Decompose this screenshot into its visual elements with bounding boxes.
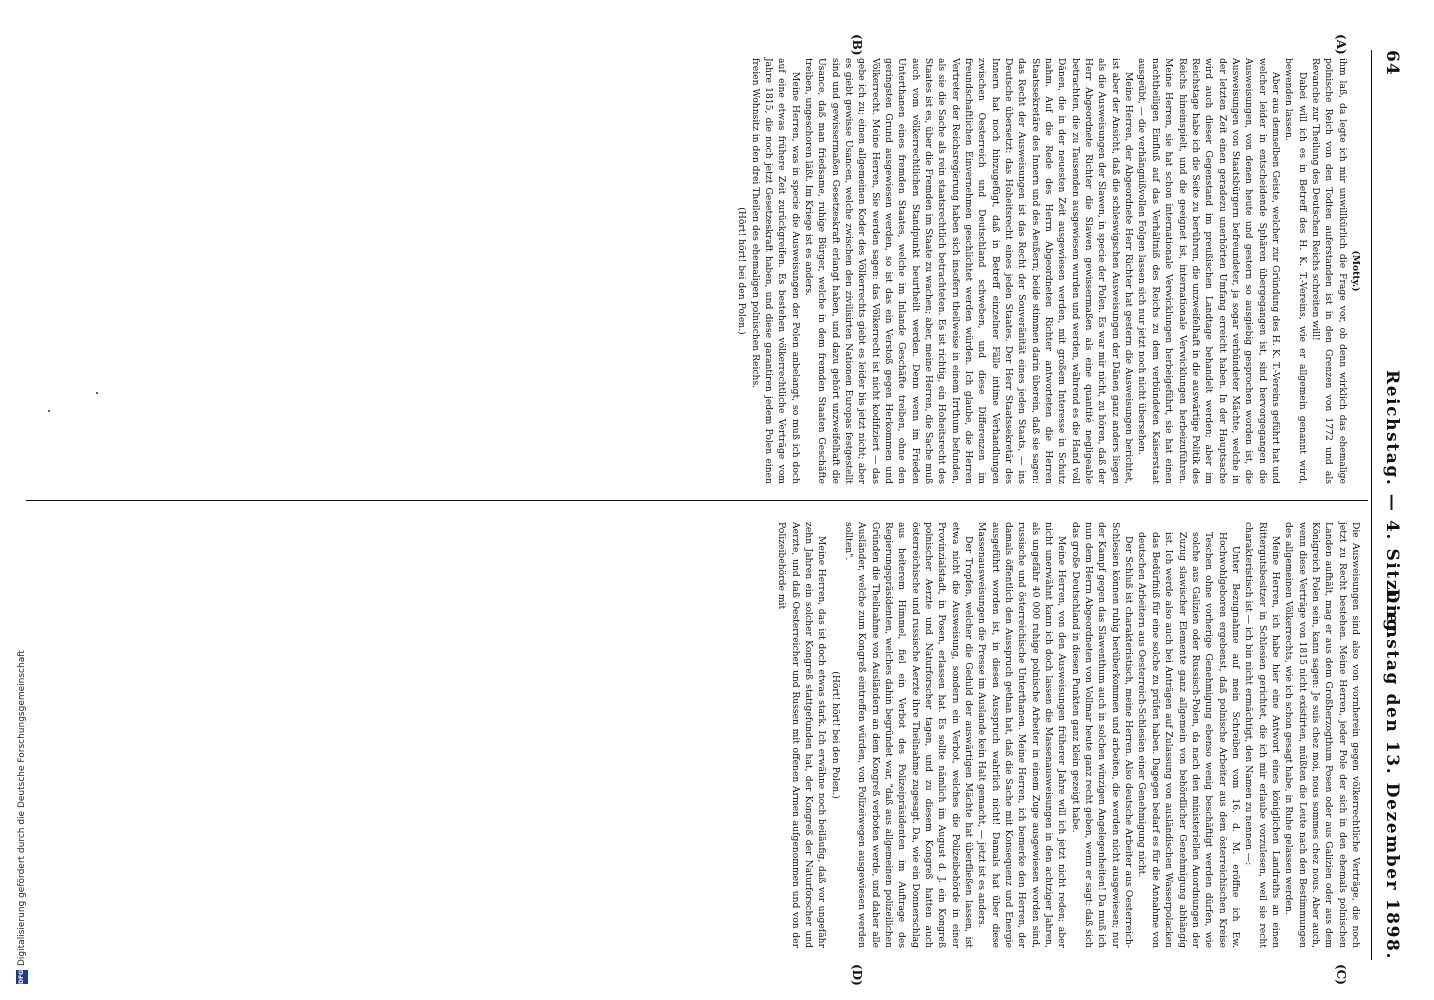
scan-speck [96,392,98,394]
paragraph: Meine Herren, das ist doch etwas stark. Ich erwähne noch beiläufig, daß vor ungefähr zehn Jahren ein solcher Kongreß stattgefunden hat, der Kongreß der Naturforscher und Aerzte, und daß Oesterreicher und Russen mit offenen Armen aufgenommen und von der Polizeibehörde mit [776,522,828,948]
session-date: Dienstag den 13. Dezember 1898. [1382,588,1402,960]
paragraph: Meine Herren, der Abgeordnete Herr Richter hat gestern die Ausweisungen berichtet, ist aber der Ansicht, daß die schleswigschen Ausweisungen der Dänen ganz anders liegen als die Ausweisungen der Slawen, in specie der Polen. Es war mir nicht, zu hören, daß der Herr Abgeordnete Richter die Slawen gewissermaßen als eine quantité negligeable betrachten, die zu Tausenden ausgewiesen wurden und werden, während es die Hand voll Dänen, die in der neuesten Zeit ausgewiesen werden, mit großem Interesse in Schutz nahm. Auf die Rede des Herrn Abgeordneten Richter antworteten die Herren Staatssekretäre des Innern und des Aeußern; beide stimmen darin überein, daß sie sagen: das Recht der Ausweisungen ist das Recht der Souveränität eines jeden Staats, — ins Deutsche übersetzt: das Hoheitsrecht eines jeden Staates. Der Herr Staatssekretär des Innern hat noch hinzugefügt, daß in Betreff einzelner Fälle intime Verhandlungen zwischen Oesterreich und Deutschland schweben, und diese Differenzen im freundschaftlichen Einvernehmen geschlichtet werden würden. Ich glaube, die Herren Vertreter der Reichsregierung haben sich insofern theilweise in einem Irrthum befunden, als sie die Sache als rein staatsrechtlich betrachteten. Es ist richtig, ein Hoheitsrecht des Staates ist es, über die Fremden im Staate zu wachen; aber, meine Herren, die Sache muß auch vom völkerrechtlichen Standpunkt beurtheilt werden. Denn wenn im Frieden Unterthanen eines fremden Staates, welche im Inlande Geschäfte treiben, ohne den geringsten Grund ausgewiesen werden, so ist das ein Verstoß gegen Herkommen und Völkerrecht. Meine Herren, Sie werden sagen: das Völkerrecht ist nicht kodifiziert — das gebe ich zu; einen allgemeinen Koder des Völkerrechts giebt es leider bis jetzt nicht; aber es giebt gewisse Usancen, welche zwischen den zivilisirten Nationen Europas festgestellt sind und gewissermaßen Gesetzeskraft erlangt haben, und dazu gehört unzweifelhaft die Usance, daß man friedsame, ruhige Bürger, welche in dem fremden Staaten Geschäfte treiben, ungeschoren läßt. Im Kriege ist es anders. [802,58,1135,484]
paragraph: ihm laß, da legte ich mir unwillkürlich die Frage vor, ob denn wirklich das ehemalige polnische Reich von den Todten auferstanden ist in den Grenzen von 1772 und als Revanche zur Theilung des Deutschen Reichs schreiten will! [1309,58,1348,484]
paragraph: Aber aus demselben Geiste, welcher zur Gründung des H. K. T.-Vereins geführt hat und welcher leider in entscheidende Sphären übergegangen ist, sind hervorgegangen die Ausweisungen, von denen heute und gestern so ausgiebig gesprochen worden ist, die Ausweisungen von Staatsbürgern befreundeter, ja sogar verbündeter Mächte, welche in der letzten Zeit einen geradezu unerhörten Umfang erreicht haben. In der Hauptsache wird auch dieser Gegenstand im preußischen Landtage behandelt werden; aber im Reichstage habe ich die Seite zu berühren, die unzweifelhaft in die auswärtige Politik des Reichs hineinspielt, und die geeignet ist, internationale Verwicklungen herbeizuführen. Meine Herren, sie hat schon internationale Verwicklungen herbeigeführt, sie hat einen nachtheiligen Einfluß auf das Verhältniß des Reichs zu dem verbündeten Kaiserstaat ausgeübt, — die verhängnißvollen Folgen lassen sich nur jetzt noch nicht übersehen. [1136,58,1281,484]
page-number: 64 [1382,50,1402,76]
page-title: Reichstag. — 4. Sitzung. [1382,369,1402,641]
paragraph: Der Schluß ist charakteristisch, meine Herren. Also deutsche Arbeiter aus Oesterreich-Schlesien können ruhig herüberkommen und arbeiten, die werden nicht ausgewiesen; nur der Kampf gegen das Slawenthum auch in solchen winzigen Angelegenheiten! Da muß ich nun dem Herrn Abgeordneten von Vollmar heute ganz recht geben, wenn er sagt: daß sich das große Deutschland in diesen Punkten ganz klein gezeigt habe. [1069,522,1135,948]
right-column [775,522,1362,948]
paragraph: Meine Herren, von den Ausweisungen früherer Jahre will ich jetzt nicht reden; aber nicht unerwähnt kann ich doch lassen die Massenausweisungen in den achtziger Jahren, als ungefähr 40 000 ruhige polnische Arbeiter in einem Zuge ausgewiesen worden sind, russische und österreichische Unterthanen. Meine Herren, ich bemerke den Herren, der damals öffentlich den Ausspruch gethan hat, daß die Sache mit Konsequenz und Energie ausgeführt worden ist, in diesen Ausspruch wahrlich nicht! Damals hat über diese Massenausweisungen die Presse im Auslande kein Halt gemacht, — jetzt ist es anders. [976,522,1068,948]
paragraph: Dabei will ich es in Betreff des H. K. T.-Vereins, wie er allgemein genannt wird, bewenden lassen. [1283,58,1308,484]
column-divider [26,500,1368,501]
page-header [1371,50,1406,960]
speaker-continuation: (Motty.) [1350,250,1361,292]
interjection: (Hört! hört! bei den Polen.) [736,207,748,335]
margin-marker-a: (A) [1334,34,1348,55]
digitization-credit [16,650,28,984]
interjection: (Hört! hört! bei den Polen.) [829,671,841,799]
paragraph: Meine Herren, was in specie die Ausweisungen der Polen anbelangt, so muß ich doch auf eine etwas frühere Zeit zurückgreifen. Es bestehen völkerrechtliche Verträge vom Jahre 1815, die noch jetzt Gesetzeskraft haben, und diese garantiren jedem Polen einen freien Wohnsitz in den drei Theilen des ehemaligen polnischen Reichs. [749,58,801,484]
credit-text: Digitalisierung gefördert durch die Deutsche Forschungsgemeinschaft [17,650,27,966]
paragraph: Meine Herren, ich habe hier eine Antwort eines königlichen Landraths an einen Rittergutsbesitzer in Schlesien gerichtet, die ich mir erlaube vorzulesen, weil sie recht charakteristisch ist — ich bin nicht ermächtigt, den Namen zu nennen —: [1243,522,1281,948]
margin-marker-b: (B) [850,34,864,56]
quoted-letter: Unter Bezugnahme auf mein Schreiben vom 16. d. M. eröffne ich Ew. Hochwohlgeboren ergebenst, daß polnische Arbeiter aus dem österreichischen Kreise Teschen ohne vorherige Genehmigung ebenso wenig beschäftigt werden dürfen, wie solche aus Galizien oder Russisch-Polen, da nach den ministeriellen Anordnungen der Zuzug slawischer Elemente ganz allgemein von behördlicher Genehmigung abhängig ist. Ich werde also auch bei Anträgen auf Zulassung von ausländischen Wasserpolacken das Bedürfniß für eine solche zu prüfen haben. Dagegen bedarf es für die Annahme von deutschen Arbeitern aus Oesterreich-Schlesien einer Genehmigung nicht. [1136,532,1241,948]
scan-speck [48,410,50,412]
paragraph: Der Tropfen, welcher die Geduld der auswärtigen Mächte hat überfließen lassen, ist etwa nicht die Ausweisung, sondern ein Verbot, welches die Polizeibehörde in einer Provinzialstadt, in Posen, erlassen hat. Es sollte nämlich im August d. J. ein Kongreß polnischer Aerzte und Naturforscher tagen, und zu diesem Kongreß hatten auch österreichische und russische Aerzte ihre Theilnahme zugesagt. Da, wie ein Donnerschlag aus heiterem Himmel, fiel ein Verbot des Polizeipräsidenten im Auftrage des Regierungspräsidenten, welches dahin begründet war, "daß aus allgemeinen polizeilichen Gründen die Theilnahme von Ausländern an dem Kongreß verboten werde, und daher alle Ausländer, welche zum Kongreß eintreffen würden, von Polizeiwegen ausgewiesen werden sollten". [842,522,975,948]
left-column [735,58,1362,484]
margin-marker-c: (C) [1334,964,1348,985]
paragraph: Die Ausweisungen sind also von vornherein gegen völkerrechtliche Verträge, die noch jetzt zu Recht bestehen. Meine Herren, jeder Pole der sich in den ehemals polnischen Landen aufhält, mag er aus dem Großherzogthum Posen oder aus Galizien oder aus dem Königreich Polen sein, kann sagen: Je suis chez moi, nous sommes chez nous. Aber auch, wenn diese Verträge von 1815 nicht existirten, müßten die Leute nach den Bestimmungen des allgemeinen Völkerrechts, wie ich schon gesagt habe, in Ruhe gelassen werden. [1283,522,1361,948]
dfg-logo-icon: DFG [16,970,28,984]
margin-marker-d: (D) [850,964,864,986]
